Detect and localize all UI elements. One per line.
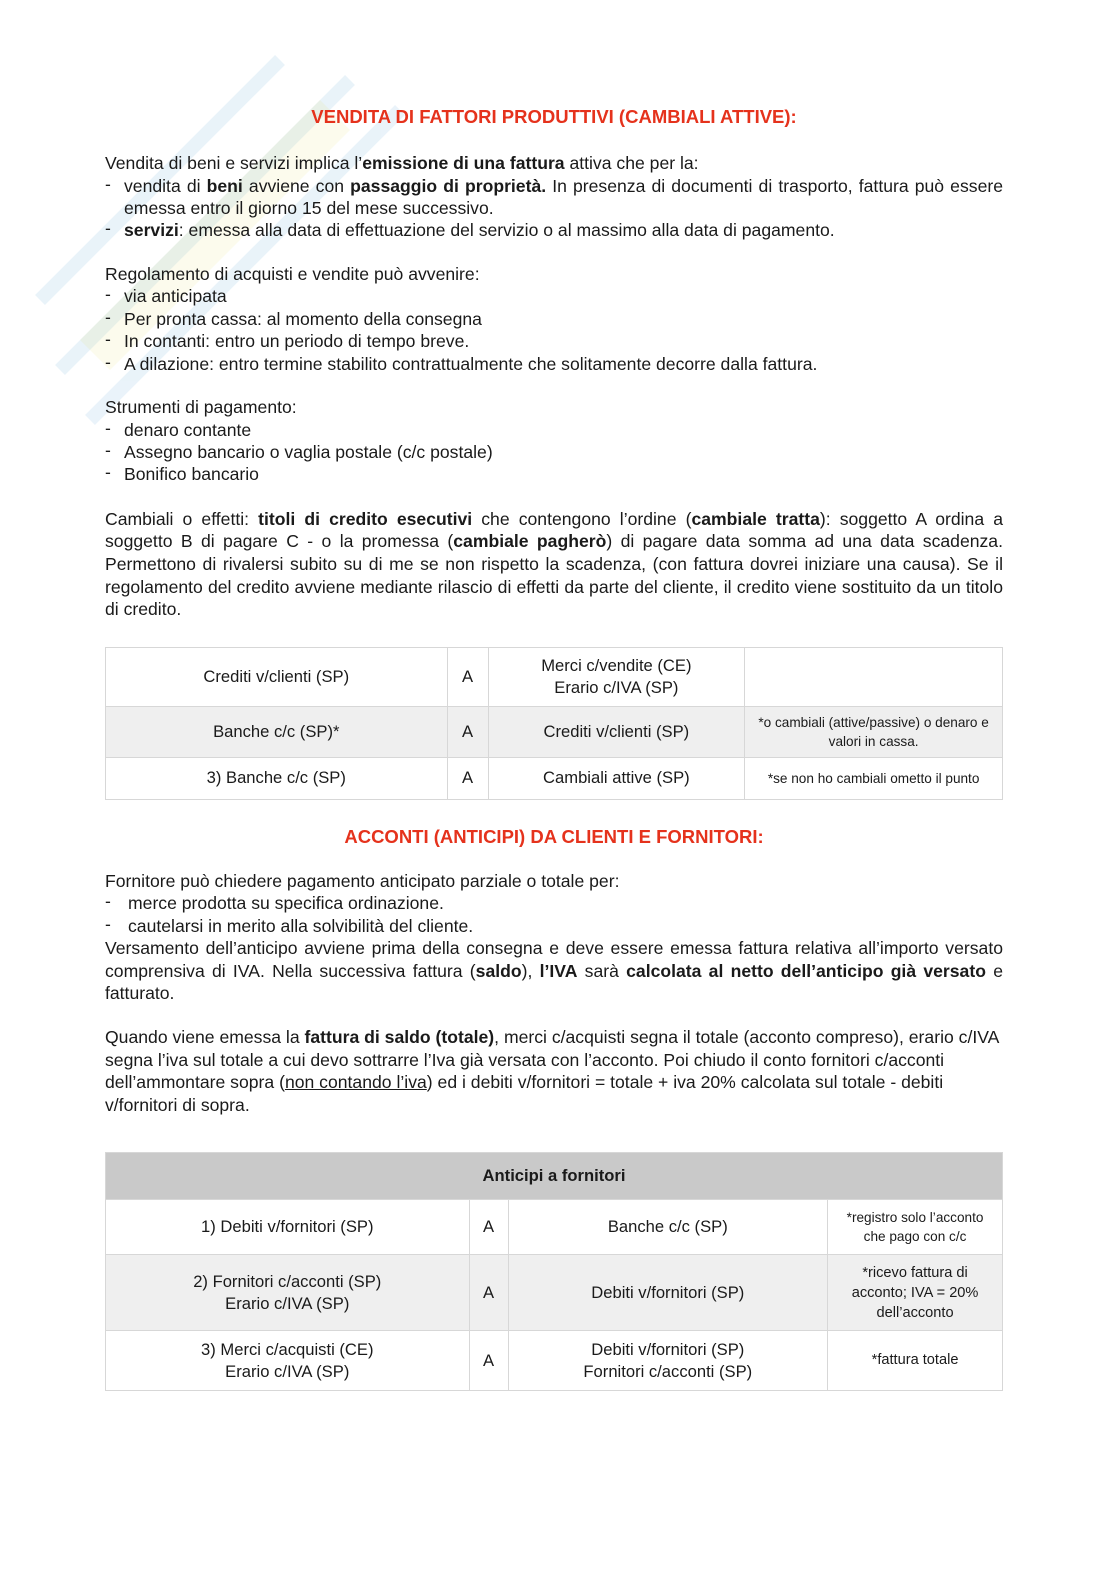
table-row <box>106 1200 1003 1255</box>
a-cell: A <box>469 1255 508 1331</box>
list-fattura <box>105 175 1003 242</box>
note-cell: *registro solo l’acconto che pago con c/c <box>828 1200 1003 1255</box>
paragraph-strumenti: Strumenti di pagamento: <box>105 397 297 418</box>
paragraph-acconti-intro: Fornitore può chiedere pagamento anticipato parziale o totale per: <box>105 870 620 891</box>
note-cell: *se non ho cambiali ometto il punto <box>745 757 1003 799</box>
debit-cell: Crediti v/clienti (SP) <box>106 647 448 706</box>
journal-table-vendite <box>105 647 1003 800</box>
paragraph-saldo: Quando viene emessa la fattura di saldo (totale), merci c/acquisti segna il totale (acconto compreso), erario c/IVA segna l’iva sul totale a cui devo sottrarre l’Iva già versata con l’acconto. Poi chiudo il conto fornitori c/acconti dell’ammontare sopra (non contando l’iva) ed i debiti v/fornitori = totale + iva 20% calcolata sul totale - debiti v/fornitori di sopra. <box>105 1027 999 1115</box>
note-cell <box>745 647 1003 706</box>
list-item: - A dilazione: entro termine stabilito contrattualmente che solitamente decorre dalla fattura. <box>105 353 1003 375</box>
section-title-acconti: ACCONTI (ANTICIPI) DA CLIENTI E FORNITORI: <box>344 825 764 847</box>
journal-table-anticipi <box>105 1152 1003 1391</box>
list-item: - merce prodotta su specifica ordinazione. <box>105 892 1003 914</box>
paragraph-regolamento: Regolamento di acquisti e vendite può avvenire: <box>105 263 480 284</box>
a-cell: A <box>469 1200 508 1255</box>
note-cell: *ricevo fattura di acconto; IVA = 20% dell’acconto <box>828 1255 1003 1331</box>
a-cell: A <box>447 647 488 706</box>
list-item: - Bonifico bancario <box>105 463 1003 485</box>
credit-cell: Merci c/vendite (CE) Erario c/IVA (SP) <box>488 647 745 706</box>
note-cell: *fattura totale <box>828 1331 1003 1391</box>
credit-cell: Cambiali attive (SP) <box>488 757 745 799</box>
document-page <box>105 104 1003 1391</box>
a-cell: A <box>447 706 488 757</box>
list-item: - In contanti: entro un periodo di tempo breve. <box>105 330 1003 352</box>
credit-cell: Debiti v/fornitori (SP) Fornitori c/acconti (SP) <box>508 1331 828 1391</box>
a-cell: A <box>469 1331 508 1391</box>
note-cell: *o cambiali (attive/passive) o denaro e valori in cassa. <box>745 706 1003 757</box>
list-item: - Per pronta cassa: al momento della consegna <box>105 308 1003 330</box>
debit-cell: 2) Fornitori c/acconti (SP) Erario c/IVA (SP) <box>106 1255 470 1331</box>
list-item: - cautelarsi in merito alla solvibilità del cliente. <box>105 915 1003 937</box>
credit-cell: Crediti v/clienti (SP) <box>488 706 745 757</box>
table-header-row <box>106 1153 1003 1200</box>
paragraph-fattura-intro: Vendita di beni e servizi implica l’emissione di una fattura attiva che per la: <box>105 153 699 173</box>
debit-cell: Banche c/c (SP)* <box>106 706 448 757</box>
paragraph-cambiali: Cambiali o effetti: titoli di credito esecutivi che contengono l’ordine (cambiale tratta): soggetto A ordina a soggetto B di pagare C - o la promessa (cambiale pagherò) di pagare data somma ad una data scadenza. Permettono di rivalersi subito su di me se non rispetto la scadenza, (con fattura dovrei iniziare una causa). Se il regolamento del credito avviene mediante rilascio di effetti da parte del cliente, il credito viene sostituito da un titolo di credito. <box>105 508 1003 620</box>
table-row <box>106 1331 1003 1391</box>
debit-cell: 3) Banche c/c (SP) <box>106 757 448 799</box>
table-title: Anticipi a fornitori <box>106 1153 1003 1200</box>
table-row <box>106 757 1003 799</box>
debit-cell: 1) Debiti v/fornitori (SP) <box>106 1200 470 1255</box>
list-strumenti <box>105 419 1003 486</box>
list-acconti <box>105 892 1003 937</box>
list-item: - denaro contante <box>105 419 1003 441</box>
paragraph-versamento: Versamento dell’anticipo avviene prima della consegna e deve essere emessa fattura relativa all’importo versato comprensiva di IVA. Nella successiva fattura (saldo), l’IVA sarà calcolata al netto dell’anticipo già versato e fatturato. <box>105 938 1003 1004</box>
table-row <box>106 706 1003 757</box>
list-item: - servizi: emessa alla data di effettuazione del servizio o al massimo alla data di pagamento. <box>105 219 1003 241</box>
table-row <box>106 647 1003 706</box>
section-title-vendita: VENDITA DI FATTORI PRODUTTIVI (CAMBIALI ATTIVE): <box>311 106 797 127</box>
debit-cell: 3) Merci c/acquisti (CE) Erario c/IVA (SP) <box>106 1331 470 1391</box>
credit-cell: Debiti v/fornitori (SP) <box>508 1255 828 1331</box>
table-row <box>106 1255 1003 1331</box>
list-item: - vendita di beni avviene con passaggio di proprietà. In presenza di documenti di trasporto, fattura può essere emessa entro il giorno 15 del mese successivo. <box>105 175 1003 220</box>
credit-cell: Banche c/c (SP) <box>508 1200 828 1255</box>
list-regolamento <box>105 285 1003 375</box>
a-cell: A <box>447 757 488 799</box>
list-item: - Assegno bancario o vaglia postale (c/c postale) <box>105 441 1003 463</box>
list-item: - via anticipata <box>105 285 1003 307</box>
